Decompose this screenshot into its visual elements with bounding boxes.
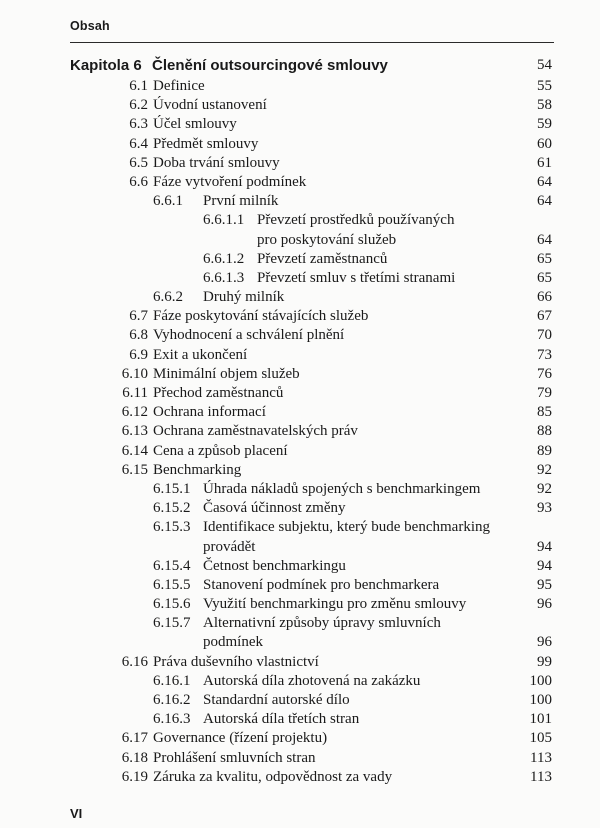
toc-entry-number: 6.15.3 (153, 519, 191, 536)
table-of-contents (0, 77, 600, 787)
toc-entry-title: Předmět smlouvy (153, 135, 259, 152)
toc-entry-page: 85 (537, 404, 552, 421)
toc-entry-title: Ochrana informací (153, 404, 266, 421)
toc-entry-page: 94 (537, 557, 552, 574)
toc-entry-page: 65 (537, 250, 552, 267)
toc-entry-title: Četnost benchmarkingu (203, 557, 346, 574)
chapter-label: Kapitola 6 (70, 57, 142, 74)
toc-entry-page: 89 (537, 442, 552, 459)
toc-entry-page: 100 (529, 692, 552, 708)
toc-entry-page: 67 (537, 308, 552, 325)
toc-entry (0, 653, 600, 672)
toc-entry (0, 192, 600, 211)
toc-entry (0, 442, 600, 461)
toc-entry-page: 73 (537, 346, 552, 363)
toc-entry-number: 6.16.2 (153, 692, 191, 708)
toc-entry-page: 101 (529, 711, 552, 728)
toc-entry-title: pro poskytování služeb (257, 231, 397, 248)
toc-entry-number: 6.15.7 (153, 615, 191, 632)
toc-entry-title: Úhrada nákladů spojených s benchmarkingem (203, 480, 481, 497)
toc-entry (0, 115, 600, 134)
toc-entry (0, 365, 600, 384)
toc-entry (0, 269, 600, 288)
toc-entry-number: 6.15.1 (153, 480, 191, 497)
toc-entry-title: Ochrana zaměstnavatelských práv (153, 423, 358, 440)
toc-entry-page: 60 (537, 135, 552, 152)
toc-entry (0, 346, 600, 365)
toc-entry-number: 6.8 (129, 327, 148, 344)
toc-entry-page: 64 (537, 173, 552, 190)
toc-entry-title: Standardní autorské dílo (203, 692, 350, 708)
header-rule (70, 42, 554, 43)
toc-entry (0, 461, 600, 480)
toc-entry-title: Využití benchmarkingu pro změnu smlouvy (203, 596, 467, 613)
toc-entry-number: 6.1 (129, 78, 148, 94)
toc-entry-number: 6.9 (129, 346, 148, 363)
toc-entry-page: 58 (537, 97, 552, 114)
toc-entry (0, 403, 600, 422)
toc-entry-number: 6.14 (121, 442, 148, 459)
toc-entry (0, 307, 600, 326)
toc-entry (0, 135, 600, 154)
toc-entry-page: 93 (537, 500, 552, 517)
toc-entry-title: Účel smlouvy (153, 116, 237, 133)
toc-entry-title: Záruka za kvalitu, odpovědnost za vady (153, 768, 393, 785)
toc-entry (0, 710, 600, 729)
toc-entry-page: 64 (537, 193, 552, 210)
toc-entry-title: Autorská díla třetích stran (203, 711, 360, 728)
toc-entry-title: Druhý milník (203, 289, 285, 306)
toc-entry-page: 100 (529, 672, 552, 689)
toc-entry-number: 6.16.1 (153, 672, 191, 689)
toc-entry-title: Úvodní ustanovení (153, 97, 267, 114)
toc-entry (0, 326, 600, 345)
toc-entry (0, 480, 600, 499)
toc-entry (0, 96, 600, 115)
toc-entry (0, 691, 600, 710)
toc-entry-number: 6.15 (121, 461, 148, 478)
toc-entry-number: 6.2 (129, 97, 148, 114)
toc-entry (0, 499, 600, 518)
chapter-page-number: 54 (537, 57, 552, 73)
toc-entry-number: 6.6.1.3 (203, 269, 245, 286)
toc-entry (0, 211, 600, 230)
toc-entry-page: 113 (530, 749, 552, 766)
toc-entry-page: 76 (537, 365, 552, 382)
toc-entry-page: 79 (537, 385, 552, 401)
toc-entry (0, 749, 600, 768)
toc-entry (0, 288, 600, 307)
toc-entry-number: 6.17 (121, 730, 148, 747)
toc-entry-page: 99 (537, 653, 552, 670)
toc-entry-page: 95 (537, 576, 552, 593)
toc-entry (0, 768, 600, 787)
toc-entry-number: 6.16 (121, 653, 148, 670)
toc-entry-page: 113 (530, 768, 552, 785)
toc-entry (0, 384, 600, 403)
toc-entry-title: Minimální objem služeb (153, 365, 300, 382)
toc-entry-page: 66 (537, 289, 552, 306)
toc-entry-title: Časová účinnost změny (203, 500, 346, 517)
toc-entry-title: Fáze vytvoření podmínek (153, 173, 307, 190)
toc-entry-page: 96 (537, 634, 552, 651)
toc-entry-number: 6.18 (121, 749, 148, 766)
toc-entry-continuation (0, 231, 600, 250)
toc-entry (0, 614, 600, 633)
toc-entry-number: 6.6 (129, 173, 148, 190)
toc-entry-page: 61 (537, 154, 552, 171)
toc-entry-page: 70 (537, 327, 552, 344)
toc-entry-number: 6.11 (122, 385, 148, 401)
toc-entry-number: 6.6.2 (153, 289, 183, 306)
toc-entry-number: 6.10 (121, 365, 148, 382)
running-head: Obsah (70, 19, 110, 33)
toc-entry-continuation (0, 538, 600, 557)
toc-entry-number: 6.7 (129, 308, 148, 325)
toc-entry-page: 55 (537, 78, 552, 94)
toc-entry-title: Cena a způsob placení (153, 442, 288, 459)
toc-entry-title: První milník (203, 193, 279, 210)
toc-entry (0, 422, 600, 441)
toc-entry-continuation (0, 633, 600, 652)
toc-entry (0, 729, 600, 748)
toc-entry (0, 672, 600, 691)
toc-entry-page: 92 (537, 480, 552, 497)
toc-entry-number: 6.19 (121, 768, 148, 785)
toc-entry-title: Stanovení podmínek pro benchmarkera (203, 576, 440, 593)
toc-entry-title: Vyhodnocení a schválení plnění (153, 327, 345, 344)
toc-entry-title: Autorská díla zhotovená na zakázku (203, 672, 421, 689)
toc-entry-page: 105 (529, 730, 552, 747)
toc-entry-title: Benchmarking (153, 461, 242, 478)
toc-entry (0, 173, 600, 192)
toc-entry-page: 94 (537, 538, 552, 555)
toc-entry-page: 59 (537, 116, 552, 133)
toc-entry (0, 595, 600, 614)
toc-entry-title: Převzetí prostředků používaných (257, 212, 455, 229)
page-folio: VI (70, 806, 83, 821)
toc-entry-page: 96 (537, 596, 552, 613)
toc-entry-title: Práva duševního vlastnictví (153, 653, 319, 670)
toc-entry-title: Převzetí zaměstnanců (257, 250, 388, 267)
toc-entry-page: 65 (537, 269, 552, 286)
toc-entry-number: 6.6.1 (153, 193, 183, 210)
toc-entry (0, 250, 600, 269)
toc-entry (0, 518, 600, 537)
toc-entry-page: 92 (537, 461, 552, 478)
toc-entry-number: 6.13 (121, 423, 148, 440)
toc-entry-title: Identifikace subjektu, který bude benchmarking (203, 519, 490, 536)
toc-entry-number: 6.16.3 (153, 711, 191, 728)
chapter-heading (70, 55, 552, 77)
toc-entry-title: provádět (203, 538, 256, 555)
toc-entry-title: Přechod zaměstnanců (153, 385, 284, 401)
toc-entry-number: 6.6.1.1 (203, 212, 245, 229)
toc-entry-number: 6.15.2 (153, 500, 191, 517)
toc-entry-title: Fáze poskytování stávajících služeb (153, 308, 369, 325)
toc-entry-number: 6.12 (121, 404, 148, 421)
toc-entry-number: 6.15.5 (153, 576, 191, 593)
toc-entry-page: 64 (537, 231, 552, 248)
toc-entry-title: Definice (153, 78, 205, 94)
toc-entry-title: Exit a ukončení (153, 346, 248, 363)
chapter-title: Členění outsourcingové smlouvy (152, 57, 388, 74)
toc-entry (0, 557, 600, 576)
toc-entry-title: Prohlášení smluvních stran (153, 749, 316, 766)
toc-entry-number: 6.4 (129, 135, 148, 152)
toc-entry-title: Převzetí smluv s třetími stranami (257, 269, 456, 286)
toc-entry-number: 6.6.1.2 (203, 250, 245, 267)
toc-entry-title: Governance (řízení projektu) (153, 730, 328, 747)
toc-entry-number: 6.5 (129, 154, 148, 171)
toc-entry-number: 6.15.6 (153, 596, 191, 613)
toc-entry-title: Alternativní způsoby úpravy smluvních (203, 615, 441, 632)
toc-entry-page: 88 (537, 423, 552, 440)
toc-entry-number: 6.15.4 (153, 557, 191, 574)
toc-entry-number: 6.3 (129, 116, 148, 133)
toc-entry (0, 154, 600, 173)
toc-entry (0, 77, 600, 96)
toc-entry-title: Doba trvání smlouvy (153, 154, 280, 171)
toc-entry (0, 576, 600, 595)
toc-entry-title: podmínek (203, 634, 263, 651)
